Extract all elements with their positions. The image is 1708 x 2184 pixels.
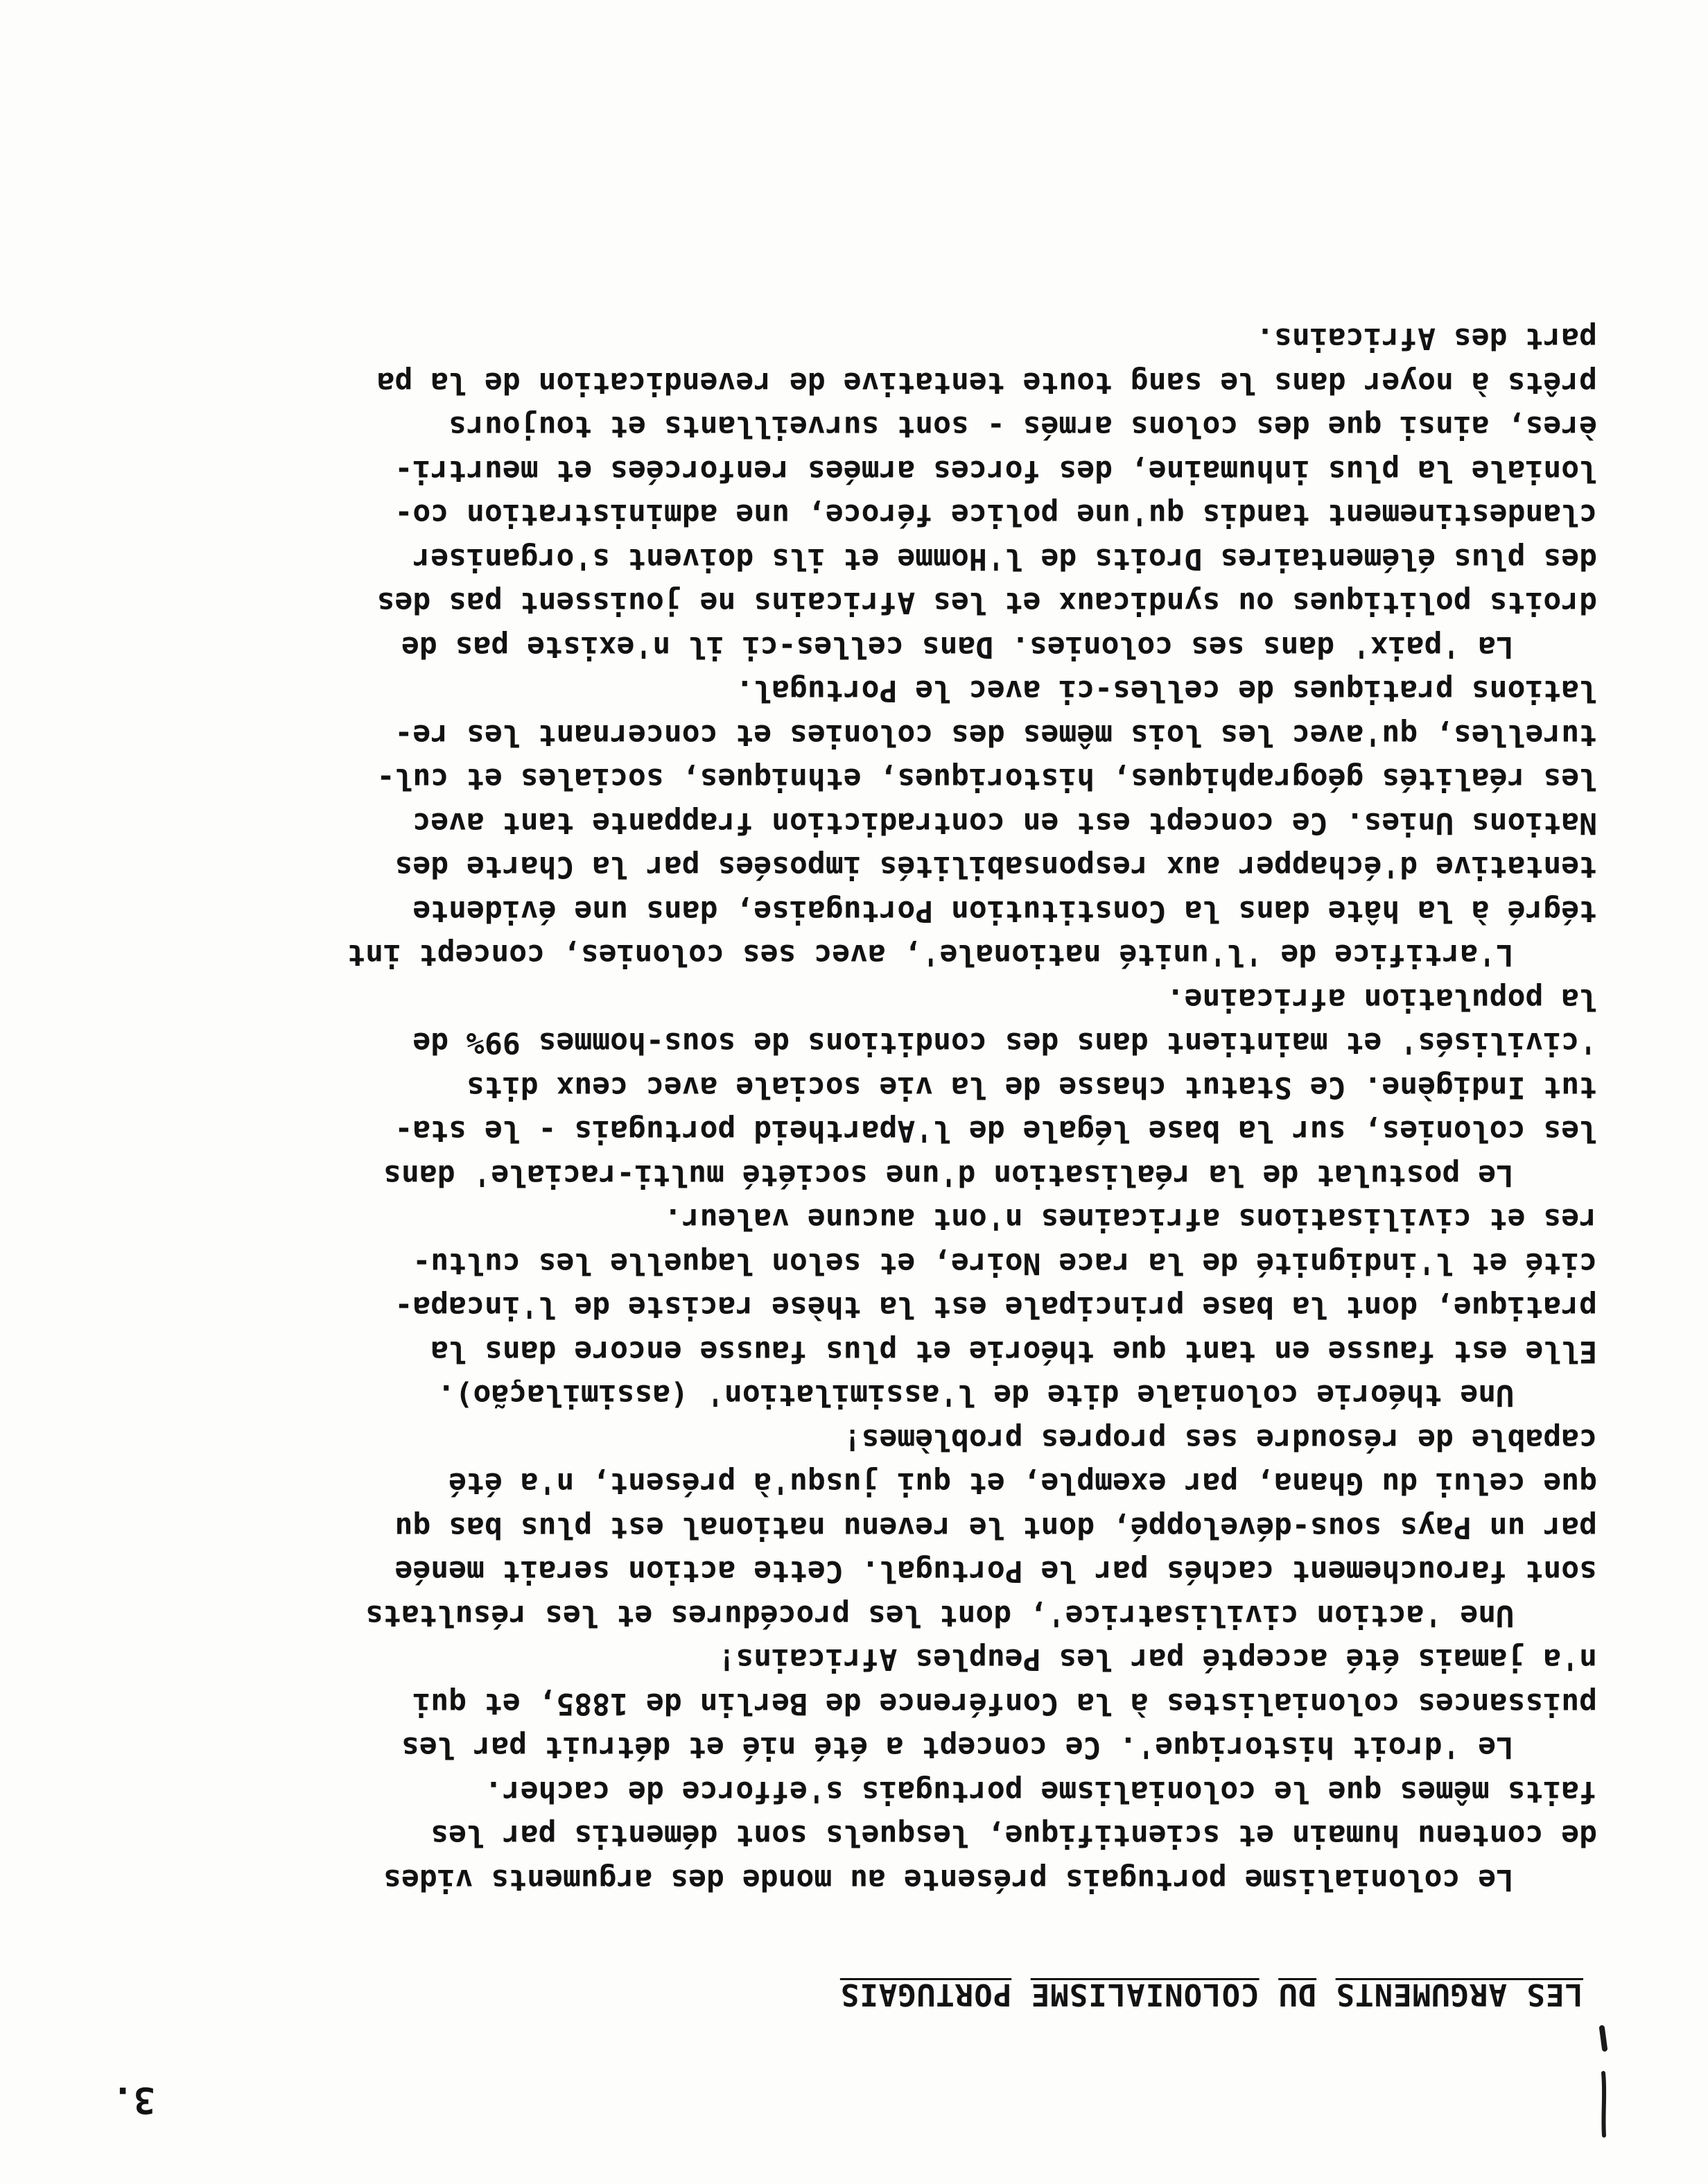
title-part: LES ARGUMENTS: [1335, 1977, 1583, 2012]
text-line: res et civilisations africaines n'ont aucune valeur.: [663, 1202, 1597, 1237]
text-line: Le colonialisme portugais présente au monde des arguments vides: [383, 1862, 1514, 1897]
title-part: COLONIALISME: [1030, 1977, 1260, 2012]
text-line: droits politiques ou syndicaux et les Africains ne jouissent pas des: [376, 585, 1597, 621]
text-line: Nations Unies. Ce concept est en contradiction frappante tant avec: [412, 806, 1597, 840]
text-line: tentative d'échapper aux responsabilités imposées par la Charte des: [394, 849, 1597, 885]
text-line: faits mêmes que le colonialisme portugais s'efforce de cacher.: [484, 1774, 1597, 1809]
title-part: DU: [1278, 1977, 1317, 2012]
text-line: n'a jamais été accepté par les Peuples Africains!: [717, 1642, 1597, 1677]
text-line: de contenu humain et scientifique, lesquels sont démentis par les: [430, 1818, 1597, 1853]
text-line: puissances colonialistes à la Conférence de Berlin de 1885, et qui: [412, 1686, 1597, 1721]
text-line: capable de résoudre ses propres problèmes!: [843, 1422, 1597, 1457]
text-line: par un Pays sous-développé, dont le revenu national est plus bas qu: [394, 1510, 1597, 1545]
text-line: que celui du Ghana, par exemple, et qui jusqu'à présent, n'a été: [448, 1466, 1597, 1501]
text-line: loniale la plus inhumaine, des forces armées renforcées et meurtri-: [394, 453, 1597, 488]
text-line: Le 'droit historique'. Ce concept a été nié et détruit par les: [401, 1730, 1514, 1765]
text-line: Le postulat de la réalisation d'une société multi-raciale' dans: [383, 1158, 1514, 1193]
text-line: La 'paix' dans ses colonies. Dans celles-ci il n'existe pas de: [401, 630, 1514, 664]
text-line: clandestinement tandis qu'une police féroce, une administration co-: [394, 497, 1597, 532]
page-number: 3.: [112, 2079, 155, 2120]
text-line: des plus élémentaires Droits de l'Homme et ils doivent s'organiser: [412, 541, 1597, 576]
title-part: PORTUGAIS: [839, 1977, 1012, 2012]
text-line: les réalités géographiques, historiques, ethniques, sociales et cul-: [376, 761, 1597, 797]
text-line: les colonies, sur la base légale de l'Apartheid portugais - le sta-: [394, 1113, 1597, 1149]
body-text: [44, 316, 1597, 1901]
text-line: cité et l'indignité de la race Noire, et selon laquelle les cultu-: [412, 1246, 1597, 1281]
text-line: sont farouchement cachés par le Portugal. Cette action serait menée: [394, 1554, 1597, 1589]
text-line: L'artifice de 'l'unité nationale', avec ses colonies, concept int: [347, 937, 1514, 973]
document-title: [840, 1977, 1583, 2012]
text-line: pratique, dont la base principale est la thèse raciste de l'incapa-: [394, 1290, 1597, 1325]
text-line: tégré à la hâte dans la Constitution Portugaise, dans une évidente: [412, 894, 1597, 928]
text-line: Une 'action civilisatrice', dont les procédures et les résultats: [365, 1598, 1514, 1633]
text-line: la population africaine.: [1166, 982, 1597, 1016]
text-line: lations pratiques de celles-ci avec le Portugal.: [735, 673, 1597, 709]
text-line: ères, ainsi que des colons armés - sont surveillants et toujours: [448, 409, 1597, 444]
text-line: Une théorie coloniale dite de l'assimilation' (assimilação).: [437, 1378, 1514, 1413]
text-line: 'civilisés' et maintient dans des conditions de sous-hommes 99% de: [412, 1025, 1597, 1061]
text-line: part des Africains.: [1256, 321, 1597, 356]
text-line: prêts à noyer dans le sang toute tentative de revendication de la pa: [376, 365, 1597, 400]
text-line: turelles, qu'avec les lois mêmes des colonies et concernant les re-: [394, 718, 1597, 752]
text-line: Elle est fausse en tant que théorie et plus fausse encore dans la: [430, 1334, 1597, 1369]
text-line: tut Indigène. Ce Statut chasse de la vie sociale avec ceux dits: [467, 1070, 1597, 1104]
margin-marks: [1590, 2025, 1618, 2142]
